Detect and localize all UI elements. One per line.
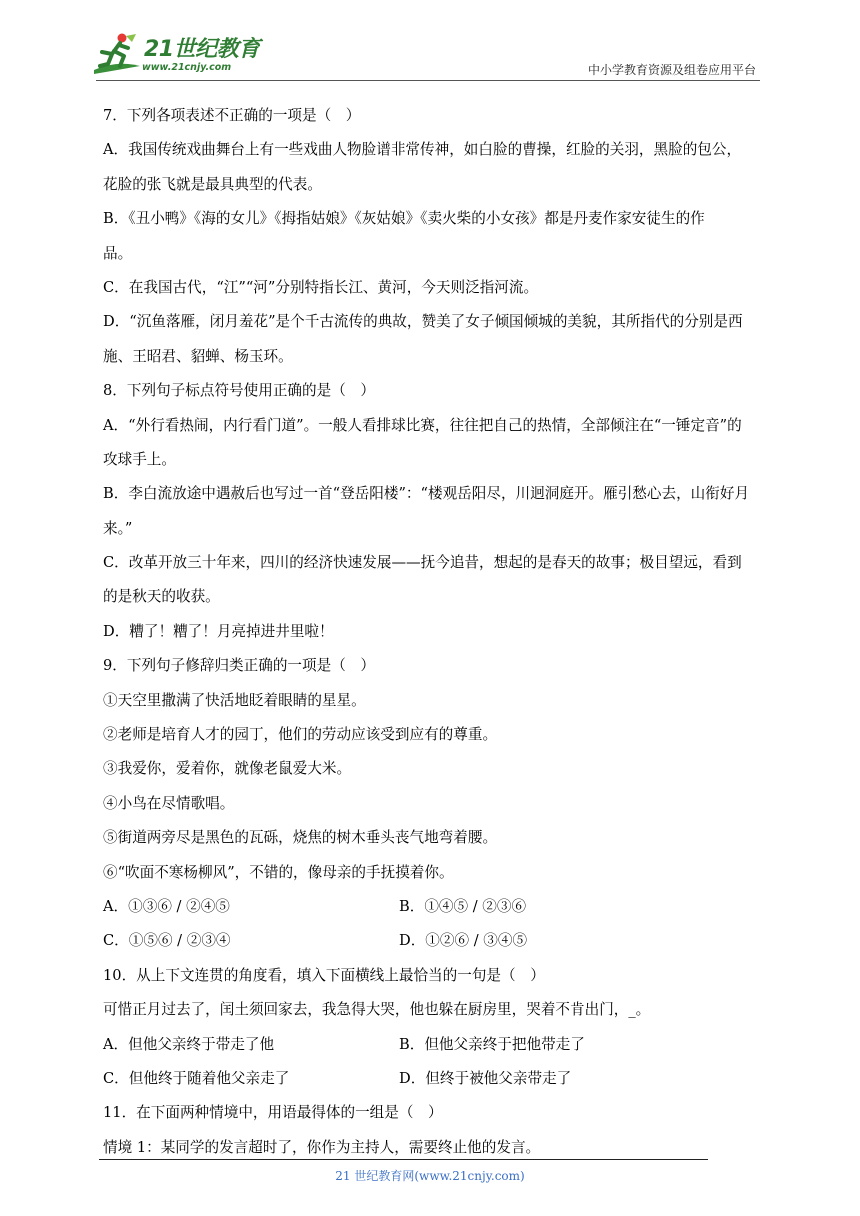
footer-link[interactable]: 21 世纪教育网(www.21cnjy.com): [335, 1169, 525, 1183]
q7-option-b-line2: 品。: [103, 244, 133, 262]
page-header: [0, 0, 860, 82]
q8-option-b-line1: B．李白流放途中遇赦后也写过一首“登岳阳楼”：“楼观岳阳尽，川迥洞庭开。雁引愁心去，山衔好月: [103, 485, 750, 503]
q11-scenario-1: 情境 1：某同学的发言超时了，你作为主持人，需要终止他的发言。: [103, 1138, 541, 1156]
q8-option-a-line1: A．“外行看热闹，内行看门道”。一般人看排球比赛，往往把自己的热情，全部倾注在“一锤定音”的: [103, 416, 742, 434]
q9-option-b: B．①④⑤ / ②③⑥: [399, 897, 527, 915]
q7-option-a-line2: 花脸的张飞就是最具典型的代表。: [103, 175, 322, 193]
q10-option-b: B．但他父亲终于把他带走了: [399, 1035, 585, 1053]
q9-sentence-5: ⑤街道两旁尽是黑色的瓦砾，烧焦的树木垂头丧气地弯着腰。: [103, 829, 498, 847]
q10-option-c: C．但他终于随着他父亲走了: [103, 1069, 290, 1087]
q8-option-d: D．糟了！糟了！月亮掉进井里啦！: [103, 622, 334, 640]
q9-option-a: A．①③⑥ / ②④⑤: [103, 897, 230, 915]
q8-option-c-line2: 的是秋天的收获。: [103, 588, 220, 606]
q9-sentence-6: ⑥“吹面不寒杨柳风”，不错的，像母亲的手抚摸着你。: [103, 863, 454, 881]
q11-stem: 11．在下面两种情境中，用语最得体的一组是（ ）: [103, 1104, 443, 1122]
q10-stem: 10．从上下文连贯的角度看，填入下面横线上最恰当的一句是（ ）: [103, 966, 545, 984]
q7-stem: 7．下列各项表述不正确的一项是（ ）: [103, 107, 361, 124]
q8-option-a-line2: 攻球手上。: [103, 450, 176, 468]
platform-title: 中小学教育资源及组卷应用平台: [587, 63, 756, 77]
q9-options-row2: [103, 924, 763, 958]
q10-option-a: A．但他父亲终于带走了他: [103, 1035, 275, 1053]
q9-option-c: C．①⑤⑥ / ②③④: [103, 932, 231, 950]
q9-sentence-2: ②老师是培育人才的园丁，他们的劳动应该受到应有的尊重。: [103, 726, 498, 744]
logo-url: www.21cnjy.com: [142, 62, 232, 73]
runner-icon: [92, 30, 142, 76]
q10-options-row2: [103, 1062, 763, 1096]
q9-option-d: D．①②⑥ / ③④⑤: [399, 932, 528, 950]
logo-text: 21世纪教育: [144, 37, 260, 62]
footer-divider: [99, 1159, 708, 1160]
q7-option-c: C．在我国古代，“江”“河”分别特指长江、黄河，今天则泛指河流。: [103, 278, 539, 296]
q10-options-row1: [103, 1028, 763, 1062]
q10-option-d: D．但终于被他父亲带走了: [399, 1069, 572, 1087]
q7-option-a-line1: A．我国传统戏曲舞台上有一些戏曲人物脸谱非常传神，如白脸的曹操，红脸的关羽，黑脸的包公，: [103, 141, 742, 159]
q7-option-d-line2: 施、王昭君、貂蝉、杨玉环。: [103, 347, 293, 365]
q8-stem: 8．下列句子标点符号使用正确的是（ ）: [103, 382, 375, 400]
q8-option-b-line2: 来。”: [103, 519, 133, 537]
q9-stem: 9．下列句子修辞归类正确的一项是（ ）: [103, 657, 375, 675]
q10-context: 可惜正月过去了，闰土须回家去，我急得大哭，他也躲在厨房里，哭着不肯出门，_。: [103, 1001, 651, 1019]
q9-options-row1: [103, 890, 763, 924]
q9-sentence-3: ③我爱你，爱着你，就像老鼠爱大米。: [103, 760, 352, 778]
q7-option-d-line1: D．“沉鱼落雁，闭月羞花”是个千古流传的典故，赞美了女子倾国倾城的美貌，其所指代的分别是西: [103, 313, 743, 331]
q9-sentence-4: ④小鸟在尽情歌唱。: [103, 794, 235, 812]
question-content: [103, 99, 763, 1165]
site-logo[interactable]: [92, 30, 262, 78]
q8-option-c-line1: C．改革开放三十年来，四川的经济快速发展——抚今追昔，想起的是春天的故事；极目望远，看到: [103, 554, 742, 572]
header-divider: [96, 80, 760, 81]
q7-option-b-line1: B．《丑小鸭》《海的女儿》《拇指姑娘》《灰姑娘》《卖火柴的小女孩》都是丹麦作家安徒生的作: [103, 210, 705, 228]
q9-sentence-1: ①天空里撒满了快活地眨着眼睛的星星。: [103, 691, 366, 709]
